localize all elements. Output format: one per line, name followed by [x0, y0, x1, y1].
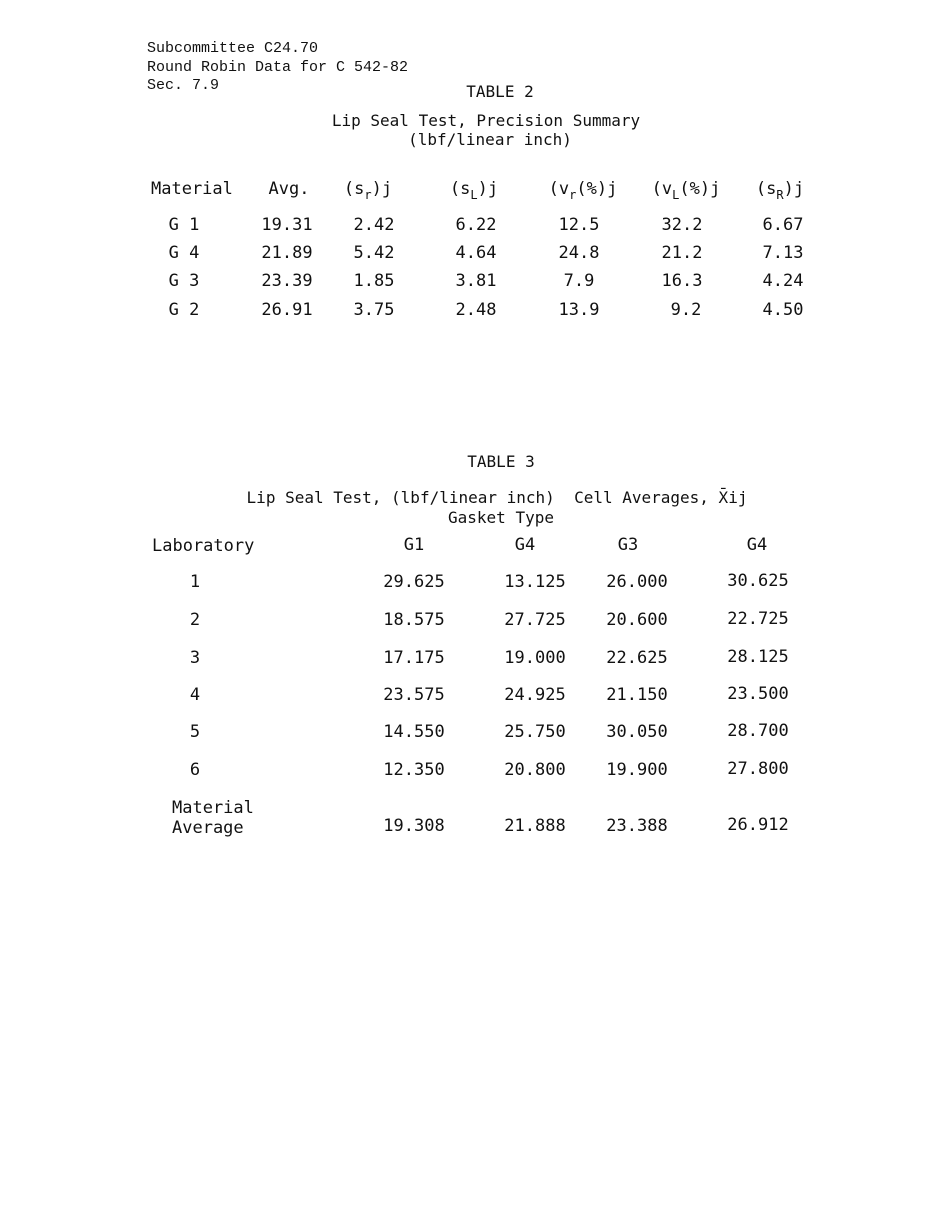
table3-cell-c4: 30.625 [727, 571, 789, 591]
table2-cell-vl: 21.2 [661, 243, 703, 263]
table2-cell-sl: 4.64 [455, 243, 497, 263]
table2-cell-sl: 6.22 [455, 215, 497, 235]
table3-cell-c4: 28.700 [727, 721, 789, 741]
table3-cell-c3: 20.600 [606, 610, 668, 630]
table2-cell-vr: 12.5 [558, 215, 600, 235]
table3-header-c2: G4 [514, 535, 536, 555]
table2-cell-vr: 7.9 [563, 271, 595, 291]
table2-cell-avg: 26.91 [261, 300, 313, 320]
subcommittee-line: Subcommittee C24.70 [147, 40, 319, 57]
table3-cell-c4: 23.500 [727, 684, 789, 704]
table2-cell-avg: 21.89 [261, 243, 313, 263]
table3-cell-c1: 23.575 [383, 685, 445, 705]
table3-title: Lip Seal Test, (lbf/linear inch) Cell Averages, X̄ij [246, 488, 748, 507]
table3-header-laboratory: Laboratory [152, 536, 255, 556]
table3-cell-c2: 19.000 [504, 648, 566, 668]
table3-cell-lab: 1 [189, 572, 201, 592]
table3-cell-c2: 20.800 [504, 760, 566, 780]
table3-cell-c1: 12.350 [383, 760, 445, 780]
table3-cell-c4: 27.800 [727, 759, 789, 779]
table2-cell-material: G 4 [168, 243, 200, 263]
table3-cell-c4: 22.725 [727, 609, 789, 629]
table3-cell-lab: 5 [189, 722, 201, 742]
table3-cell-c2: 24.925 [504, 685, 566, 705]
table2-header-material: Material [151, 179, 233, 199]
table3-cell-c1: 14.550 [383, 722, 445, 742]
table2-label: TABLE 2 [466, 82, 534, 101]
table2-cell-sl: 3.81 [455, 271, 497, 291]
table2-header-vr: ($v_r(\%)j$ [548, 179, 618, 202]
table3-header-c3: G3 [617, 535, 639, 555]
table3-cell-c3: 19.900 [606, 760, 668, 780]
round-robin-line: Round Robin Data for C 542-82 [147, 59, 409, 76]
table2-cell-vr: 24.8 [558, 243, 600, 263]
table3-cell-lab: 4 [189, 685, 201, 705]
table2-cell-vr: 13.9 [558, 300, 600, 320]
table3-cell-c4: 28.125 [727, 647, 789, 667]
table3-cell-lab: 2 [189, 610, 201, 630]
table3-average-c4: 26.912 [727, 815, 789, 835]
table2-cell-material: G 3 [168, 271, 200, 291]
table3-cell-c3: 21.150 [606, 685, 668, 705]
table3-cell-c2: 25.750 [504, 722, 566, 742]
table2-cell-material: G 2 [168, 300, 200, 320]
table2-cell-sl: 2.48 [455, 300, 497, 320]
table2-cell-avg: 19.31 [261, 215, 313, 235]
table2-cell-sR: 4.24 [762, 271, 804, 291]
table2-header-sl: $(s_L)j$ [449, 179, 499, 202]
table2-cell-avg: 23.39 [261, 271, 313, 291]
table3-cell-c3: 26.000 [606, 572, 668, 592]
table2-header-sr: $(s_r)j$ [343, 179, 393, 202]
table3-average-c2: 21.888 [504, 816, 566, 836]
table2-header-avg: Avg. [268, 179, 310, 199]
table3-cell-c2: 27.725 [504, 610, 566, 630]
table2-header-sR: $(s_R)j$ [755, 179, 805, 202]
table3-gasket-type: Gasket Type [448, 508, 554, 527]
table3-cell-lab: 6 [189, 760, 201, 780]
table2-cell-sr: 5.42 [353, 243, 395, 263]
table3-average-c3: 23.388 [606, 816, 668, 836]
table3-cell-c3: 22.625 [606, 648, 668, 668]
section-line: Sec. 7.9 [147, 77, 220, 94]
table3-header-c1: G1 [403, 535, 425, 555]
table3-header-c4: G4 [746, 535, 768, 555]
table3-average-label-line1: Material [172, 798, 254, 818]
table2-cell-sr: 1.85 [353, 271, 395, 291]
table3-average-label-line2: Average [172, 818, 244, 838]
table3-average-c1: 19.308 [383, 816, 445, 836]
table3-cell-c3: 30.050 [606, 722, 668, 742]
table3-cell-c1: 18.575 [383, 610, 445, 630]
table2-cell-sR: 4.50 [762, 300, 804, 320]
table2-cell-sR: 7.13 [762, 243, 804, 263]
table2-cell-sr: 3.75 [353, 300, 395, 320]
table2-cell-vl: 9.2 [670, 300, 702, 320]
table2-cell-sR: 6.67 [762, 215, 804, 235]
table3-cell-lab: 3 [189, 648, 201, 668]
table2-header-vl: ($v_L(\%)j$ [651, 179, 721, 202]
table3-cell-c1: 29.625 [383, 572, 445, 592]
table2-subtitle: (lbf/linear inch) [408, 130, 572, 149]
table3-cell-c1: 17.175 [383, 648, 445, 668]
table2-cell-material: G 1 [168, 215, 200, 235]
table2-cell-vl: 16.3 [661, 271, 703, 291]
table2-cell-vl: 32.2 [661, 215, 703, 235]
table2-title: Lip Seal Test, Precision Summary [331, 111, 641, 130]
table3-label: TABLE 3 [467, 452, 535, 471]
table2-cell-sr: 2.42 [353, 215, 395, 235]
table3-cell-c2: 13.125 [504, 572, 566, 592]
